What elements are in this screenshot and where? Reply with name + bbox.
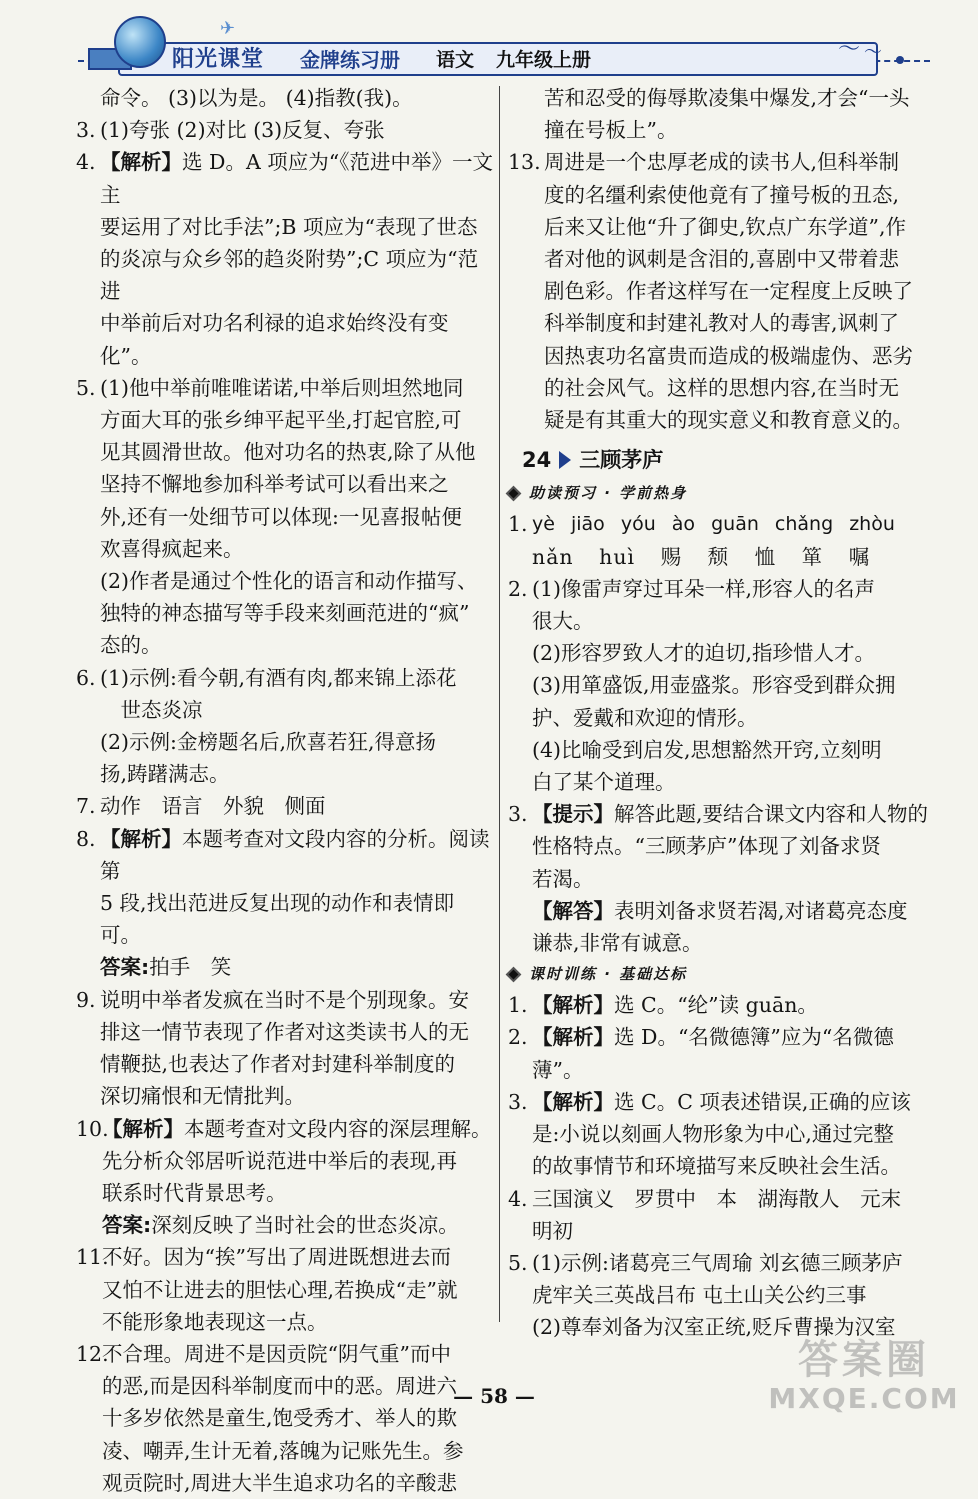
item-number: 6. [76, 665, 96, 690]
text-line: 情鞭挞,也表达了作者对封建科举制度的 [100, 1052, 456, 1077]
text-line: 态的。 [100, 633, 162, 658]
diamond-icon [506, 967, 522, 983]
text-line: 本题考查对文段内容的深层理解。 [184, 1116, 492, 1141]
answer-item-5 [76, 372, 494, 662]
answer-item-4 [508, 1183, 928, 1247]
text-line: 选 C。“纶”读 guān。 [614, 993, 818, 1018]
item-number: 12. [76, 1341, 109, 1366]
header-series: 金牌练习册 [300, 48, 400, 72]
item-number: 1. [508, 512, 528, 537]
item-number: 1. [508, 993, 528, 1018]
text-line: 选 D。“名微德簿”应为“名微德薄”。 [532, 1025, 894, 1082]
answer-item-9 [76, 984, 494, 1113]
text-line: 虎牢关三英战吕布 屯土山关公约三事 [532, 1283, 867, 1308]
answer-item-2 [508, 1021, 928, 1085]
text-line: 独特的神态描写等手段来刻画范进的“疯” [100, 601, 470, 626]
item-number: 11. [76, 1245, 109, 1270]
item-number: 8. [76, 826, 96, 851]
text-line: 是:小说以刻画人物形象为中心,通过完整 [532, 1122, 894, 1147]
text-line: 护、爱戴和欢迎的情形。 [532, 705, 758, 730]
text-line: 解答此题,要结合课文内容和人物的 [614, 802, 929, 827]
analysis-tag: 【解析】 [532, 1025, 614, 1050]
answer-continuation [76, 82, 494, 114]
text-line: (1)他中举前唯唯诺诺,中举后则坦然地同 [100, 375, 464, 400]
section-heading [508, 959, 928, 989]
section-title: 课时训练 · 基础达标 [529, 965, 688, 984]
lesson-name: 三顾茅庐 [579, 448, 664, 473]
header-grade: 九年级上册 [496, 49, 592, 71]
item-number: 4. [76, 150, 96, 175]
text-line: 撞在号板上”。 [544, 118, 678, 143]
answer-label: 答案: [102, 1213, 152, 1238]
answer-item-7 [76, 790, 494, 822]
text-line: 动作 语言 外貌 侧面 [100, 794, 326, 819]
text-line: 十多岁依然是童生,饱受秀才、举人的欺 [102, 1406, 458, 1431]
section-heading [508, 478, 928, 508]
text-line: 世态炎凉 [100, 697, 203, 722]
answer-item-6 [76, 662, 494, 791]
text-line: 观贡院时,周进大半生追求功名的辛酸悲 [102, 1470, 458, 1495]
text-line: 性格特点。“三顾茅庐”体现了刘备求贤 [532, 834, 881, 859]
text-line: 者对他的讽刺是含泪的,喜剧中又带着悲 [544, 247, 900, 272]
text-line: 说明中举者发疯在当时不是个别现象。安 [100, 987, 469, 1012]
answer-item-10 [76, 1113, 494, 1242]
header-subject: 语文 [436, 49, 475, 71]
answer-item-13 [508, 146, 928, 436]
text-line: 后来又让他“升了御史,钦点广东学道”,作 [544, 214, 906, 239]
item-number: 10. [76, 1116, 109, 1141]
diamond-icon [506, 486, 522, 502]
answer-item-1 [508, 508, 928, 572]
analysis-tag: 【解析】 [100, 150, 182, 175]
item-number: 3. [508, 1089, 528, 1114]
watermark [764, 1336, 964, 1420]
item-number: 5. [508, 1250, 528, 1275]
answer-item-8 [76, 823, 494, 984]
text-line: 坚持不懈地参加科举考试可以看出来之 [100, 472, 449, 497]
item-number: 3. [508, 802, 528, 827]
text-line: 又怕不让进去的胆怯心理,若换成“走”就 [102, 1277, 458, 1302]
watermark-logo-text: 答案圈 [798, 1337, 930, 1383]
text-line: (1)夸张 (2)对比 (3)反复、夸张 [100, 118, 385, 143]
text-line: 三国演义 罗贯中 本 湖海散人 元末 [532, 1186, 902, 1211]
text-line: 因热衷功名富贵而造成的极端虚伪、恶劣 [544, 343, 913, 368]
text-line: 谦恭,非常有诚意。 [532, 931, 703, 956]
column-divider [499, 86, 500, 1322]
text-line: 的恶,而是因科举制度而中的恶。周进六 [102, 1374, 458, 1399]
text-line: 苦和忍受的侮辱欺凌集中爆发,才会“一头 [544, 86, 910, 110]
bird-icon: 〜 [864, 42, 882, 63]
answer-text: 表明刘备求贤若渴,对诸葛亮态度 [614, 898, 908, 923]
text-line: 5 段,找出范进反复出现的动作和表情即可。 [100, 891, 455, 948]
text-line: 剧色彩。作者这样写在一定程度上反映了 [544, 279, 913, 304]
lesson-number: 24 [522, 448, 552, 473]
text-line: 科举制度和封建礼教对人的毒害,讽刺了 [544, 311, 900, 336]
text-line: 度的名缰利索使他竟有了撞号板的丑态, [544, 182, 900, 207]
answer-item-2 [508, 573, 928, 798]
text-line: 命令。 (3)以为是。 (4)指教(我)。 [100, 86, 413, 110]
text-line: 排这一情节表现了作者对这类读书人的无 [100, 1019, 469, 1044]
text-line: 凌、嘲弄,生计无着,落魄为记账先生。参 [102, 1438, 464, 1463]
item-number: 2. [508, 1025, 528, 1050]
text-line: 的炎凉与众乡邻的趋炎附势”;C 项应为“范进 [100, 247, 479, 304]
text-line: 要运用了对比手法”;B 项应为“表现了世态 [100, 214, 478, 239]
watermark-domain: MXQE.COM [768, 1382, 960, 1415]
answer-item-12 [76, 1338, 494, 1499]
item-number: 3. [76, 118, 96, 143]
text-line: 若渴。 [532, 866, 594, 891]
answer-item-11 [76, 1241, 494, 1338]
analysis-tag: 【解析】 [102, 1116, 184, 1141]
text-line: 不能形象地表现这一点。 [102, 1309, 328, 1334]
solution-tag: 【解答】 [532, 898, 614, 923]
answer-item-1 [508, 989, 928, 1021]
pinyin-line: yè jiāo yóu ào guān chǎng zhòu [532, 513, 895, 536]
analysis-tag: 【解析】 [532, 1089, 614, 1114]
text-line: (2)形容罗致人才的迫切,指珍惜人才。 [532, 641, 876, 666]
lesson-title [508, 444, 928, 476]
answer-continuation [508, 82, 928, 146]
left-column [76, 82, 494, 1499]
text-line: 先分析众邻居听说范进中举后的表现,再 [102, 1148, 458, 1173]
text-line: 外,还有一处细节可以体现:一见喜报帖便 [100, 504, 462, 529]
section-title: 助读预习 · 学前热身 [529, 484, 688, 503]
text-line: 见其圆滑世故。他对功名的热衷,除了从他 [100, 440, 476, 465]
item-number: 7. [76, 794, 96, 819]
text-line: 不合理。周进不是因贡院“阴气重”而中 [102, 1341, 451, 1366]
page-header [68, 14, 940, 76]
text-line: 的社会风气。这样的思想内容,在当时无 [544, 375, 900, 400]
text-line: 扬,踌躇满志。 [100, 762, 230, 787]
text-line: (3)用箪盛饭,用壶盛浆。形容受到群众拥 [532, 673, 896, 698]
answer-label: 答案: [100, 955, 150, 980]
paper-plane-icon: ✈ [220, 18, 236, 39]
item-number: 13. [508, 150, 541, 175]
analysis-tag: 【解析】 [532, 993, 614, 1018]
text-line: 的故事情节和环境描写来反映社会生活。 [532, 1154, 901, 1179]
text-line: 疑是有其重大的现实意义和教育意义的。 [544, 408, 913, 433]
text-line: 很大。 [532, 609, 594, 634]
answer-item-4 [76, 146, 494, 371]
text-line: (2)作者是通过个性化的语言和动作描写、 [100, 569, 478, 594]
answer-item-3 [76, 114, 494, 146]
right-column [508, 82, 928, 1344]
text-line: 深切痛恨和无情批判。 [100, 1084, 305, 1109]
header-brand: 阳光课堂 [172, 47, 265, 72]
text-line: (2)尊奉刘备为汉室正统,贬斥曹操为汉室 [532, 1315, 896, 1340]
text-line: (2)示例:金榜题名后,欣喜若狂,得意扬 [100, 730, 436, 755]
text-line: 不好。因为“挨”写出了周进既想进去而 [102, 1245, 451, 1270]
text-line: (4)比喻受到启发,思想豁然开窍,立刻明 [532, 737, 882, 762]
globe-icon [114, 16, 166, 68]
item-number: 9. [76, 987, 96, 1012]
analysis-tag: 【解析】 [100, 826, 182, 851]
answer-item-3 [508, 1086, 928, 1183]
text-line: nǎn huì 赐 颓 恤 箪 嘱 [532, 544, 871, 569]
text-line: 明初 [532, 1218, 573, 1243]
answer-text: 深刻反映了当时社会的世态炎凉。 [151, 1213, 459, 1238]
text-line: 欢喜得疯起来。 [100, 536, 244, 561]
item-number: 5. [76, 375, 96, 400]
text-line: 联系时代背景思考。 [102, 1180, 287, 1205]
dot-icon [896, 56, 904, 64]
hint-tag: 【提示】 [532, 802, 614, 827]
bird-icon: 〜 [838, 37, 861, 62]
text-line: (1)示例:看今朝,有酒有肉,都来锦上添花 [100, 665, 457, 690]
page-number: — 58 — [453, 1384, 535, 1408]
text-line: 选 C。C 项表述错误,正确的应该 [614, 1089, 911, 1114]
text-line: 方面大耳的张乡绅平起平坐,打起官腔,可 [100, 408, 462, 433]
arrow-right-icon [559, 451, 571, 469]
answer-text: 拍手 笑 [149, 955, 232, 980]
text-line: 周进是一个忠厚老成的读书人,但科举制 [544, 150, 900, 175]
text-line: 本题考查对文段内容的分析。阅读第 [100, 826, 490, 883]
text-line: 选 D。A 项应为“《范进中举》一文主 [100, 150, 494, 207]
item-number: 4. [508, 1186, 528, 1211]
answer-item-3 [508, 798, 928, 959]
text-line: 中举前后对功名利禄的追求始终没有变化”。 [100, 311, 449, 368]
text-line: (1)像雷声穿过耳朵一样,形容人的名声 [532, 576, 876, 601]
answer-item-5 [508, 1247, 928, 1344]
item-number: 2. [508, 576, 528, 601]
text-line: 白了某个道理。 [532, 770, 676, 795]
text-line: (1)示例:诸葛亮三气周瑜 刘玄德三顾茅庐 [532, 1250, 903, 1275]
